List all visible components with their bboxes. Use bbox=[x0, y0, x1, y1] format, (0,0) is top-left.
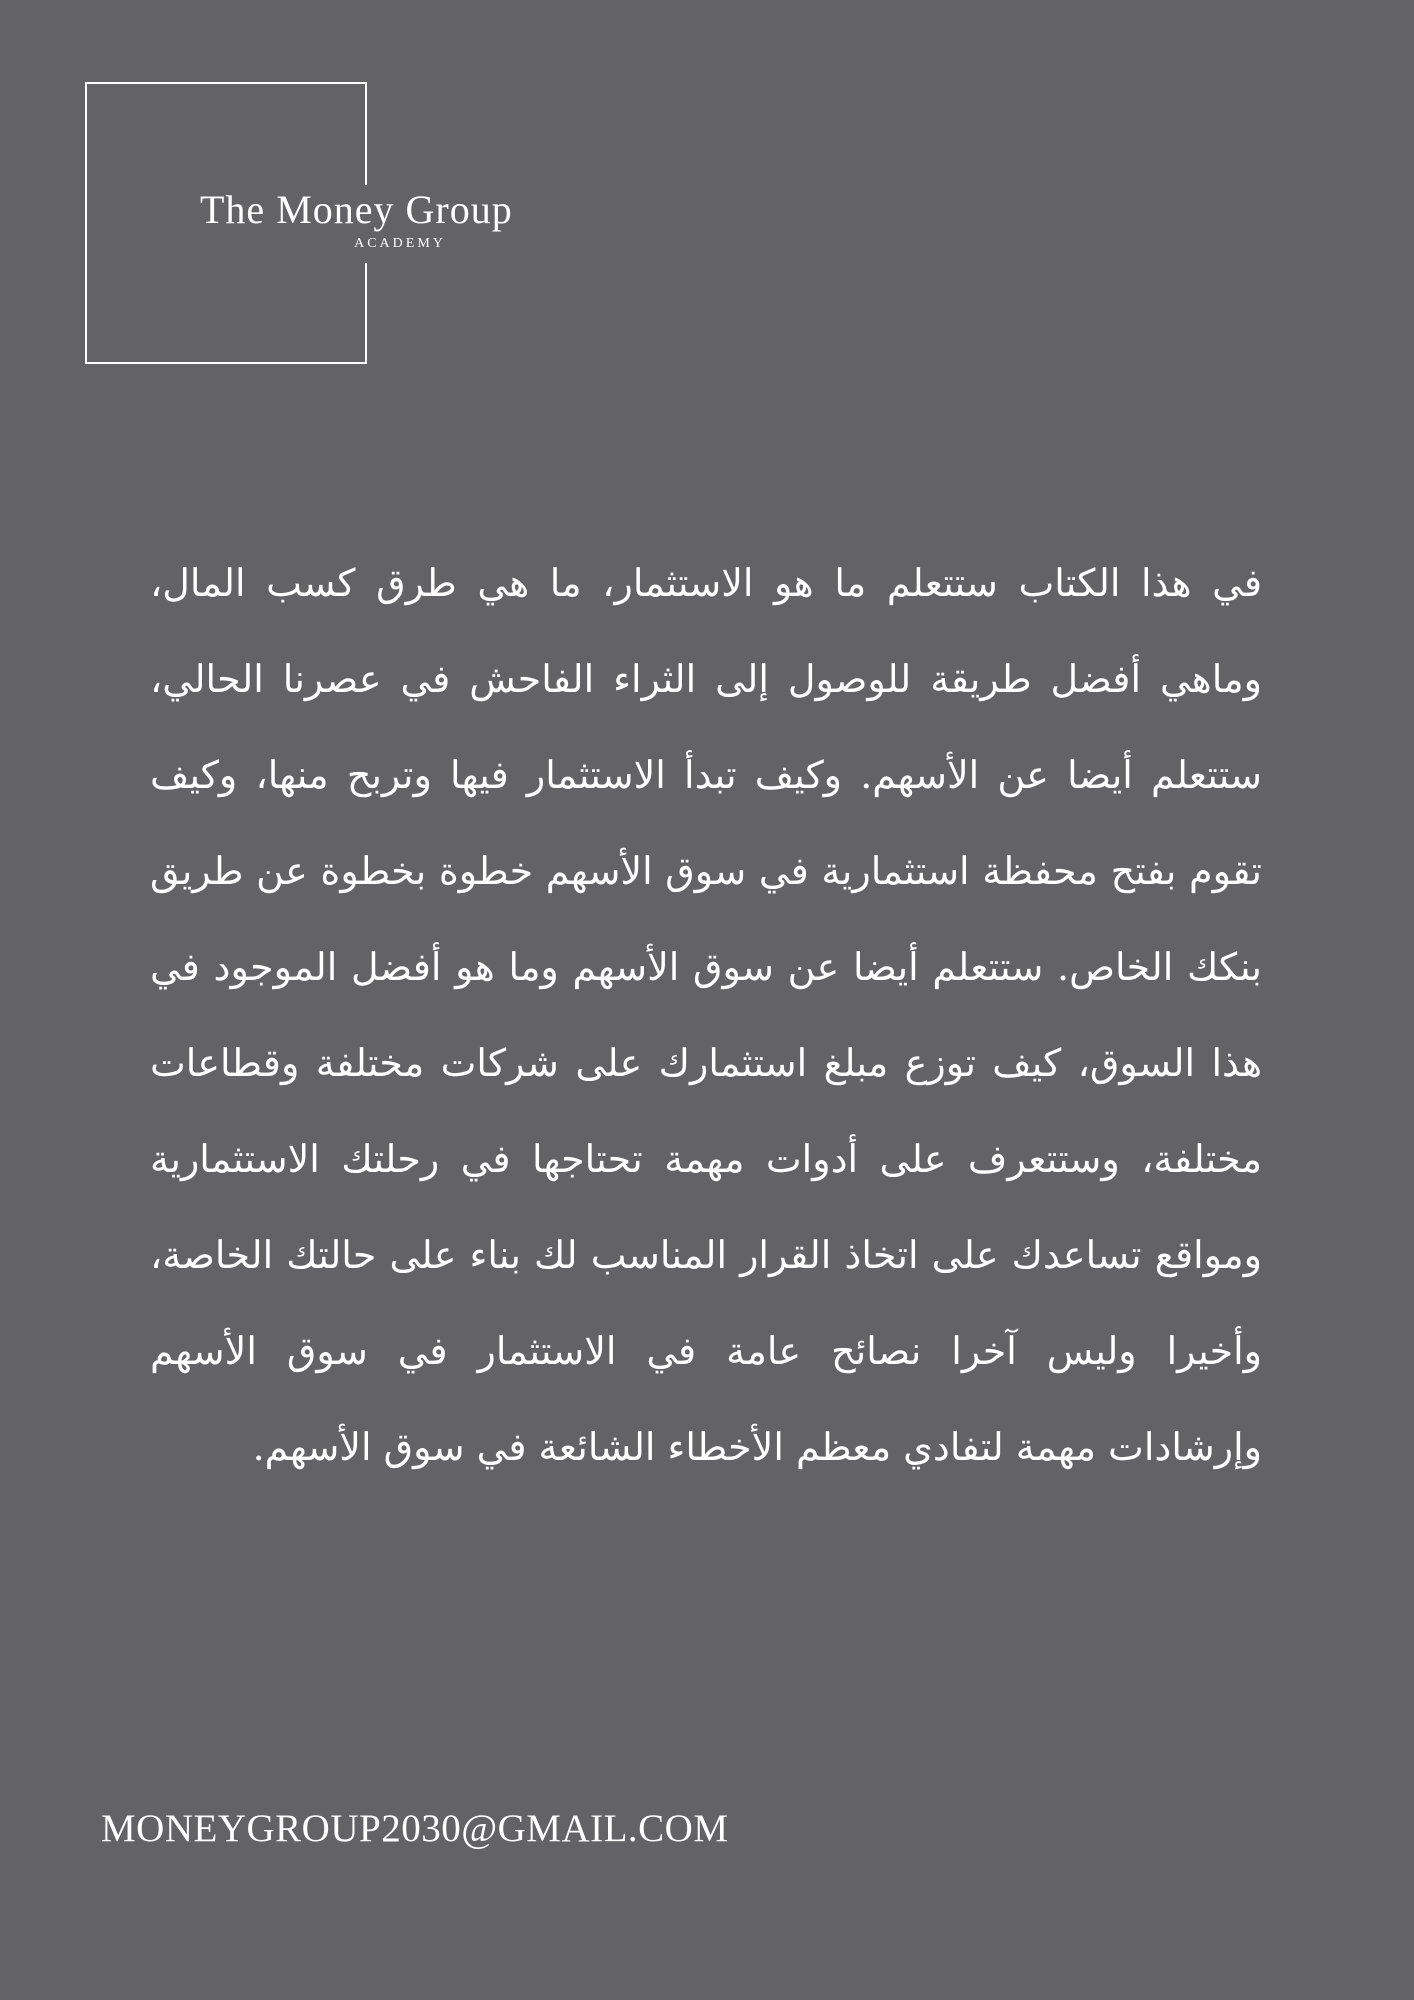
book-description: في هذا الكتاب ستتعلم ما هو الاستثمار، ما هي طرق كسب المال، وماهي أفضل طريقة للوصول إلى الثراء الفاحش في عصرنا الحالي، ستتعلم أيضا عن الأسهم. وكيف تبدأ الاستثمار فيها وتربح منها، وكيف تقوم بفتح محفظة استثمارية في سوق الأسهم خطوة بخطوة عن طريق بنكك الخاص. ستتعلم أيضا عن سوق الأسهم وما هو أفضل الموجود في هذا السوق، كيف توزع مبلغ استثمارك على شركات مختلفة وقطاعات مختلفة، وستتعرف على أدوات مهمة تحتاجها في رحلتك الاستثمارية ومواقع تساعدك على اتخاذ القرار المناسب لك بناء على حالتك الخاصة، وأخيرا وليس آخرا نصائح عامة في الاستثمار في سوق الأسهم وإرشادات مهمة لتفادي معظم الأخطاء الشائعة في سوق الأسهم. bbox=[150, 561, 1262, 1469]
contact-email: MONEYGROUP2030@GMAIL.COM bbox=[101, 1807, 729, 1850]
logo-title: The Money Group bbox=[200, 187, 513, 232]
logo-subtitle: ACADEMY bbox=[354, 236, 446, 251]
